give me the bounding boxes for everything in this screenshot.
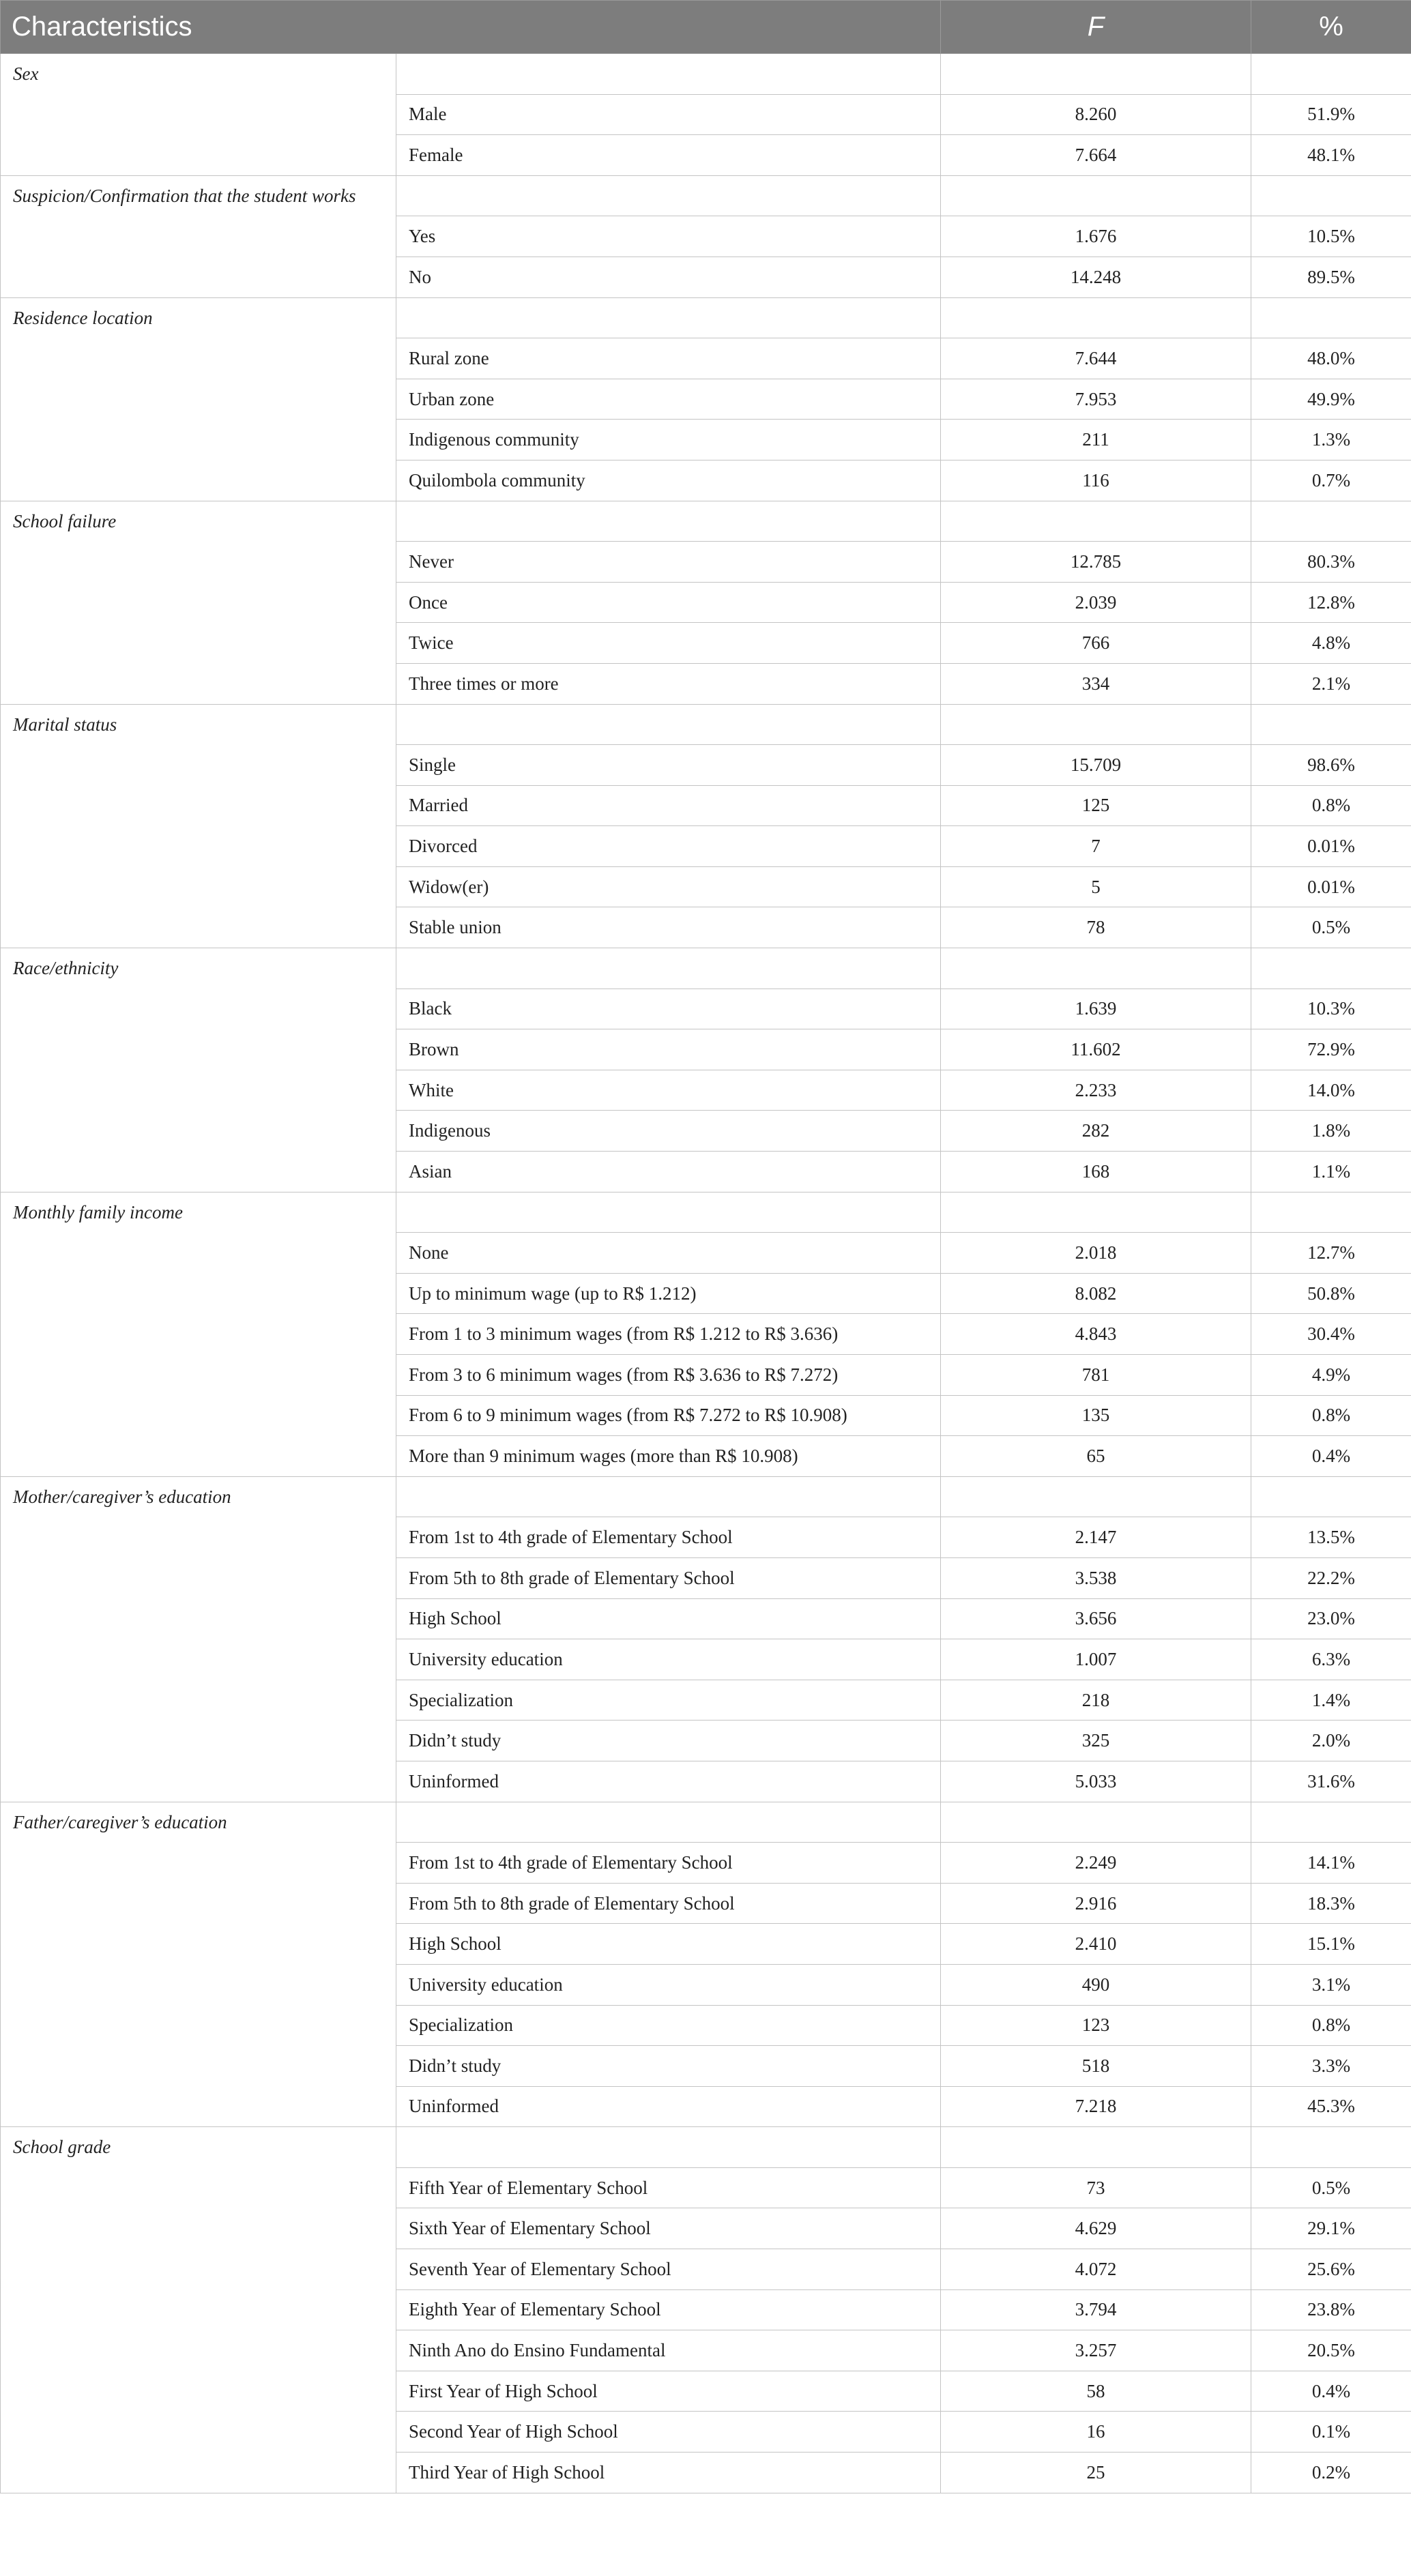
group-row [1, 175, 1411, 216]
frequency-cell: 2.410 [941, 1924, 1251, 1965]
frequency-cell: 116 [941, 460, 1251, 501]
empty-cell [1251, 54, 1411, 95]
percent-cell: 45.3% [1251, 2086, 1411, 2127]
category-cell: From 1st to 4th grade of Elementary School [396, 1517, 941, 1558]
group-label: Marital status [1, 704, 396, 948]
category-cell: Once [396, 582, 941, 623]
group-label: Sex [1, 54, 396, 176]
category-cell: From 3 to 6 minimum wages (from R$ 3.636 to R$ 7.272) [396, 1355, 941, 1396]
empty-cell [941, 948, 1251, 989]
percent-cell: 0.4% [1251, 1436, 1411, 1477]
header-characteristics: Characteristics [1, 1, 941, 54]
percent-cell: 15.1% [1251, 1924, 1411, 1965]
category-cell: Fifth Year of Elementary School [396, 2167, 941, 2208]
frequency-cell: 2.039 [941, 582, 1251, 623]
frequency-cell: 518 [941, 2046, 1251, 2087]
group-row [1, 704, 1411, 745]
empty-cell [1251, 2127, 1411, 2168]
group-label: Suspicion/Confirmation that the student works [1, 175, 396, 297]
percent-cell: 0.01% [1251, 866, 1411, 907]
empty-cell [941, 2127, 1251, 2168]
empty-cell [1251, 948, 1411, 989]
group-row [1, 948, 1411, 989]
frequency-cell: 4.843 [941, 1314, 1251, 1355]
percent-cell: 4.9% [1251, 1355, 1411, 1396]
category-cell: Indigenous [396, 1111, 941, 1152]
category-cell: Third Year of High School [396, 2453, 941, 2493]
group-row [1, 1476, 1411, 1517]
category-cell: Yes [396, 216, 941, 257]
percent-cell: 51.9% [1251, 94, 1411, 135]
percent-cell: 20.5% [1251, 2330, 1411, 2371]
category-cell: None [396, 1233, 941, 1274]
frequency-cell: 2.916 [941, 1883, 1251, 1924]
empty-cell [1251, 704, 1411, 745]
percent-cell: 1.4% [1251, 1680, 1411, 1721]
category-cell: Twice [396, 623, 941, 664]
group-label: Mother/caregiver’s education [1, 1476, 396, 1802]
empty-cell [941, 1802, 1251, 1843]
percent-cell: 0.01% [1251, 826, 1411, 867]
category-cell: Female [396, 135, 941, 176]
category-cell: High School [396, 1924, 941, 1965]
group-label: School failure [1, 501, 396, 704]
frequency-cell: 1.676 [941, 216, 1251, 257]
frequency-cell: 73 [941, 2167, 1251, 2208]
category-cell: Sixth Year of Elementary School [396, 2208, 941, 2249]
empty-cell [941, 175, 1251, 216]
group-label: Monthly family income [1, 1192, 396, 1476]
percent-cell: 14.1% [1251, 1843, 1411, 1884]
empty-cell [396, 704, 941, 745]
percent-cell: 0.1% [1251, 2412, 1411, 2453]
percent-cell: 25.6% [1251, 2249, 1411, 2290]
percent-cell: 0.4% [1251, 2371, 1411, 2412]
empty-cell [941, 501, 1251, 542]
empty-cell [396, 297, 941, 338]
category-cell: Three times or more [396, 663, 941, 704]
frequency-cell: 3.538 [941, 1557, 1251, 1598]
category-cell: University education [396, 1639, 941, 1680]
category-cell: More than 9 minimum wages (more than R$ 10.908) [396, 1436, 941, 1477]
percent-cell: 23.8% [1251, 2289, 1411, 2330]
group-row [1, 54, 1411, 95]
empty-cell [396, 948, 941, 989]
percent-cell: 10.3% [1251, 989, 1411, 1029]
frequency-cell: 282 [941, 1111, 1251, 1152]
category-cell: Single [396, 745, 941, 786]
frequency-cell: 12.785 [941, 542, 1251, 583]
category-cell: Black [396, 989, 941, 1029]
category-cell: White [396, 1070, 941, 1111]
category-cell: Second Year of High School [396, 2412, 941, 2453]
category-cell: University education [396, 1964, 941, 2005]
category-cell: From 5th to 8th grade of Elementary School [396, 1557, 941, 1598]
percent-cell: 0.2% [1251, 2453, 1411, 2493]
category-cell: Stable union [396, 907, 941, 948]
category-cell: Didn’t study [396, 2046, 941, 2087]
frequency-cell: 1.007 [941, 1639, 1251, 1680]
percent-cell: 1.1% [1251, 1152, 1411, 1192]
frequency-cell: 3.257 [941, 2330, 1251, 2371]
percent-cell: 0.7% [1251, 460, 1411, 501]
percent-cell: 48.0% [1251, 338, 1411, 379]
frequency-cell: 4.629 [941, 2208, 1251, 2249]
percent-cell: 4.8% [1251, 623, 1411, 664]
category-cell: No [396, 257, 941, 297]
percent-cell: 72.9% [1251, 1029, 1411, 1070]
frequency-cell: 2.249 [941, 1843, 1251, 1884]
empty-cell [941, 297, 1251, 338]
percent-cell: 80.3% [1251, 542, 1411, 583]
table-body [1, 54, 1411, 2493]
group-label: Residence location [1, 297, 396, 501]
percent-cell: 1.3% [1251, 420, 1411, 460]
percent-cell: 18.3% [1251, 1883, 1411, 1924]
percent-cell: 30.4% [1251, 1314, 1411, 1355]
percent-cell: 23.0% [1251, 1598, 1411, 1639]
empty-cell [1251, 501, 1411, 542]
percent-cell: 49.9% [1251, 379, 1411, 420]
group-row [1, 2127, 1411, 2168]
category-cell: Divorced [396, 826, 941, 867]
frequency-cell: 123 [941, 2005, 1251, 2046]
empty-cell [396, 1802, 941, 1843]
category-cell: Brown [396, 1029, 941, 1070]
empty-cell [396, 175, 941, 216]
frequency-cell: 2.233 [941, 1070, 1251, 1111]
frequency-cell: 766 [941, 623, 1251, 664]
category-cell: Seventh Year of Elementary School [396, 2249, 941, 2290]
frequency-cell: 218 [941, 1680, 1251, 1721]
percent-cell: 0.5% [1251, 2167, 1411, 2208]
frequency-cell: 781 [941, 1355, 1251, 1396]
empty-cell [1251, 1802, 1411, 1843]
percent-cell: 22.2% [1251, 1557, 1411, 1598]
frequency-cell: 25 [941, 2453, 1251, 2493]
frequency-cell: 8.260 [941, 94, 1251, 135]
percent-cell: 3.3% [1251, 2046, 1411, 2087]
frequency-cell: 78 [941, 907, 1251, 948]
percent-cell: 12.7% [1251, 1233, 1411, 1274]
category-cell: From 1st to 4th grade of Elementary School [396, 1843, 941, 1884]
percent-cell: 2.0% [1251, 1721, 1411, 1761]
category-cell: Asian [396, 1152, 941, 1192]
frequency-cell: 11.602 [941, 1029, 1251, 1070]
percent-cell: 2.1% [1251, 663, 1411, 704]
category-cell: Quilombola community [396, 460, 941, 501]
frequency-cell: 135 [941, 1395, 1251, 1436]
percent-cell: 50.8% [1251, 1273, 1411, 1314]
percent-cell: 6.3% [1251, 1639, 1411, 1680]
frequency-cell: 15.709 [941, 745, 1251, 786]
category-cell: Specialization [396, 1680, 941, 1721]
category-cell: Uninformed [396, 2086, 941, 2127]
frequency-cell: 16 [941, 2412, 1251, 2453]
category-cell: Urban zone [396, 379, 941, 420]
frequency-cell: 5.033 [941, 1761, 1251, 1802]
frequency-cell: 3.794 [941, 2289, 1251, 2330]
frequency-cell: 14.248 [941, 257, 1251, 297]
percent-cell: 0.8% [1251, 2005, 1411, 2046]
category-cell: Indigenous community [396, 420, 941, 460]
empty-cell [1251, 1476, 1411, 1517]
group-row [1, 501, 1411, 542]
frequency-cell: 3.656 [941, 1598, 1251, 1639]
frequency-cell: 7.644 [941, 338, 1251, 379]
category-cell: Specialization [396, 2005, 941, 2046]
empty-cell [941, 54, 1251, 95]
empty-cell [1251, 297, 1411, 338]
frequency-cell: 325 [941, 1721, 1251, 1761]
frequency-cell: 211 [941, 420, 1251, 460]
category-cell: From 5th to 8th grade of Elementary School [396, 1883, 941, 1924]
percent-cell: 10.5% [1251, 216, 1411, 257]
category-cell: Rural zone [396, 338, 941, 379]
empty-cell [396, 1476, 941, 1517]
frequency-cell: 8.082 [941, 1273, 1251, 1314]
percent-cell: 0.8% [1251, 1395, 1411, 1436]
category-cell: From 6 to 9 minimum wages (from R$ 7.272 to R$ 10.908) [396, 1395, 941, 1436]
frequency-cell: 1.639 [941, 989, 1251, 1029]
percent-cell: 89.5% [1251, 257, 1411, 297]
percent-cell: 0.5% [1251, 907, 1411, 948]
frequency-cell: 58 [941, 2371, 1251, 2412]
empty-cell [1251, 1192, 1411, 1233]
category-cell: From 1 to 3 minimum wages (from R$ 1.212 to R$ 3.636) [396, 1314, 941, 1355]
frequency-cell: 65 [941, 1436, 1251, 1477]
group-row [1, 1802, 1411, 1843]
frequency-cell: 2.147 [941, 1517, 1251, 1558]
percent-cell: 13.5% [1251, 1517, 1411, 1558]
percent-cell: 29.1% [1251, 2208, 1411, 2249]
category-cell: Widow(er) [396, 866, 941, 907]
header-percent: % [1251, 1, 1411, 54]
frequency-cell: 7.664 [941, 135, 1251, 176]
percent-cell: 48.1% [1251, 135, 1411, 176]
percent-cell: 98.6% [1251, 745, 1411, 786]
header-frequency: F [941, 1, 1251, 54]
category-cell: Eighth Year of Elementary School [396, 2289, 941, 2330]
frequency-cell: 490 [941, 1964, 1251, 2005]
frequency-cell: 5 [941, 866, 1251, 907]
group-row [1, 1192, 1411, 1233]
empty-cell [396, 54, 941, 95]
group-row [1, 297, 1411, 338]
group-label: Father/caregiver’s education [1, 1802, 396, 2127]
percent-cell: 1.8% [1251, 1111, 1411, 1152]
percent-cell: 31.6% [1251, 1761, 1411, 1802]
group-label: Race/ethnicity [1, 948, 396, 1192]
percent-cell: 0.8% [1251, 785, 1411, 826]
category-cell: First Year of High School [396, 2371, 941, 2412]
percent-cell: 3.1% [1251, 1964, 1411, 2005]
frequency-cell: 334 [941, 663, 1251, 704]
header-row [1, 1, 1411, 54]
frequency-cell: 7.953 [941, 379, 1251, 420]
empty-cell [941, 1192, 1251, 1233]
frequency-cell: 168 [941, 1152, 1251, 1192]
category-cell: Married [396, 785, 941, 826]
category-cell: Ninth Ano do Ensino Fundamental [396, 2330, 941, 2371]
category-cell: Uninformed [396, 1761, 941, 1802]
empty-cell [1251, 175, 1411, 216]
group-label: School grade [1, 2127, 396, 2493]
frequency-cell: 125 [941, 785, 1251, 826]
category-cell: Didn’t study [396, 1721, 941, 1761]
frequency-cell: 7 [941, 826, 1251, 867]
frequency-cell: 7.218 [941, 2086, 1251, 2127]
percent-cell: 14.0% [1251, 1070, 1411, 1111]
frequency-cell: 4.072 [941, 2249, 1251, 2290]
category-cell: Up to minimum wage (up to R$ 1.212) [396, 1273, 941, 1314]
empty-cell [396, 2127, 941, 2168]
empty-cell [941, 704, 1251, 745]
category-cell: High School [396, 1598, 941, 1639]
frequency-cell: 2.018 [941, 1233, 1251, 1274]
empty-cell [396, 501, 941, 542]
empty-cell [941, 1476, 1251, 1517]
category-cell: Never [396, 542, 941, 583]
category-cell: Male [396, 94, 941, 135]
percent-cell: 12.8% [1251, 582, 1411, 623]
empty-cell [396, 1192, 941, 1233]
